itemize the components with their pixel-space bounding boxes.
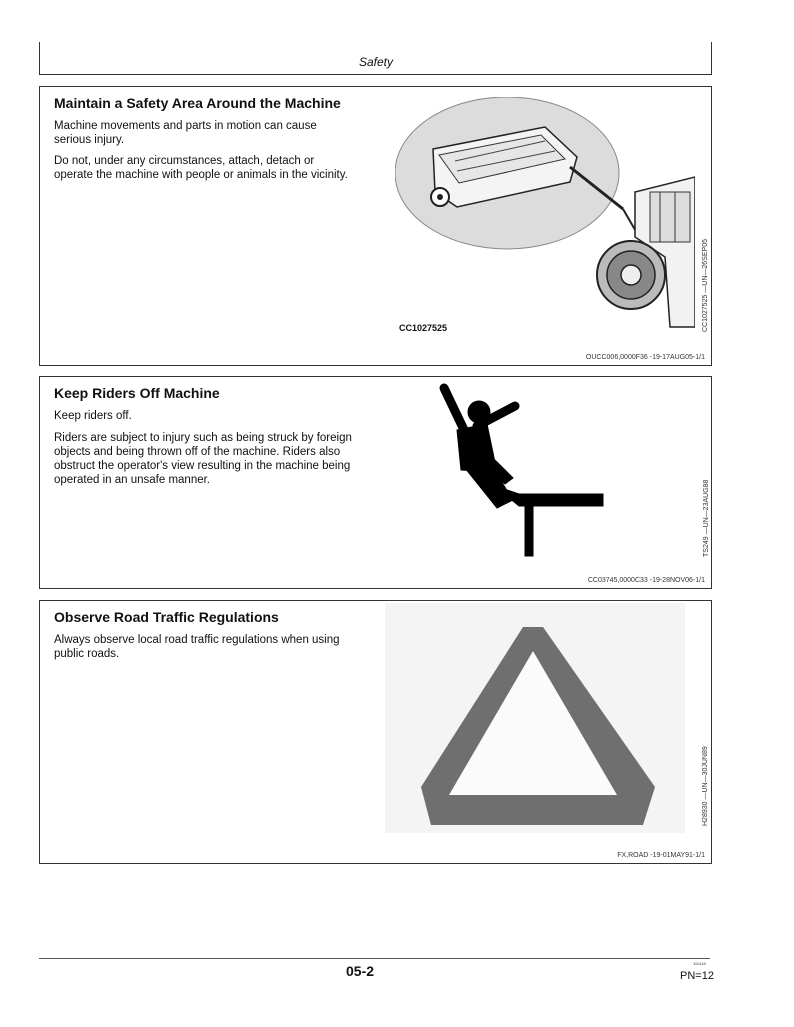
figure-code: CC1027525 —UN—26SEP05 bbox=[702, 239, 709, 332]
paragraph: Do not, under any circumstances, attach, detach or operate the machine with people or animals in the vicinity. bbox=[54, 155, 348, 181]
section-title: Keep Riders Off Machine bbox=[54, 385, 220, 401]
reference-code: CC03745,0000C33 -19-28NOV06-1/1 bbox=[587, 577, 705, 584]
paragraph: Always observe local road traffic regulations when using public roads. bbox=[54, 634, 340, 660]
paragraph: Machine movements and parts in motion can cause serious injury. bbox=[54, 120, 317, 146]
footer-divider bbox=[39, 958, 710, 959]
pn-label: PN=12 bbox=[680, 970, 714, 982]
figure-code: TS249 —UN—23AUG88 bbox=[703, 479, 710, 557]
section-safety-area bbox=[39, 86, 712, 366]
section-title: Observe Road Traffic Regulations bbox=[54, 609, 279, 625]
reference-code: OUCC006,0000F36 -19-17AUG05-1/1 bbox=[585, 354, 705, 361]
paragraph: Keep riders off. bbox=[54, 410, 132, 422]
slow-moving-vehicle-triangle bbox=[385, 603, 685, 833]
section-road-traffic bbox=[39, 600, 712, 864]
footer-small-code: 110116 bbox=[693, 961, 706, 966]
section-keep-riders-off bbox=[39, 376, 712, 589]
section-title: Maintain a Safety Area Around the Machine bbox=[54, 95, 341, 111]
figure-label: CC1027525 bbox=[399, 323, 448, 333]
mower-tractor-illustration bbox=[395, 97, 695, 332]
figure-code: H28930 —UN—30JUN89 bbox=[702, 746, 709, 826]
page-header bbox=[39, 42, 712, 75]
page-number: 05-2 bbox=[346, 963, 375, 979]
reference-code: FX,ROAD -19-01MAY91-1/1 bbox=[617, 852, 705, 859]
header-title: Safety bbox=[358, 55, 393, 69]
paragraph: Riders are subject to injury such as being struck by foreign objects and being thrown off of the machine. Riders also obstruct the operator's view resulting in the machine being operated in an unsafe manner. bbox=[54, 432, 352, 486]
falling-rider-pictogram bbox=[435, 382, 615, 562]
